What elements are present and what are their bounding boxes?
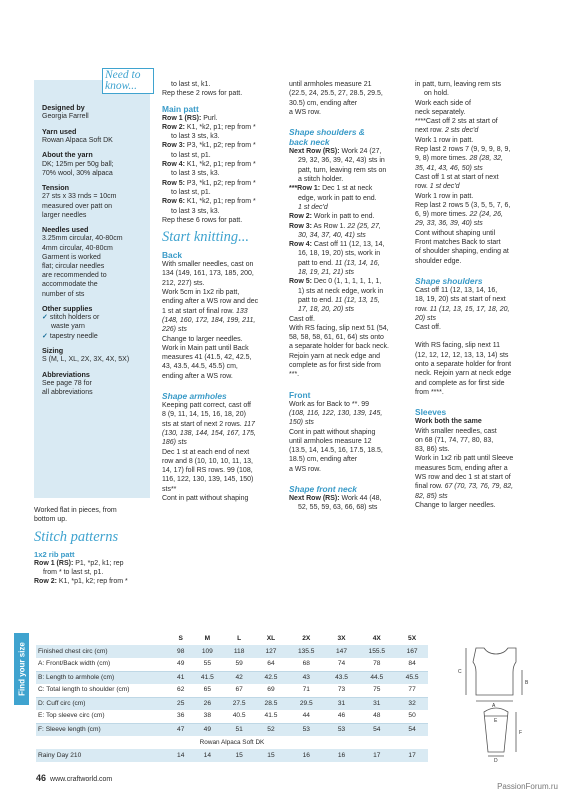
measurement-label: D: Cuff circ (cm) (36, 697, 170, 710)
needles-line: number of sts (42, 290, 85, 298)
measurement-value: 55 (191, 658, 223, 671)
measurement-value: 32 (396, 697, 428, 710)
text-line: Dec 1 st at each end of next (162, 448, 250, 456)
text-line: 150) sts (289, 419, 314, 427)
measurement-value: 98 (170, 645, 191, 658)
text-line: 29, 32, 36, 39, 42, 43) sts in (298, 157, 385, 165)
text-line: Cast off 1 st at start of next (415, 173, 499, 181)
text-line: ***Row 1: Dec 1 st at neck (289, 185, 373, 193)
measurement-value: 71 (287, 684, 326, 697)
measurement-value: 73 (326, 684, 358, 697)
main-row: Row 3: P3, *k1, p2; rep from * (162, 142, 256, 150)
abbreviations-line: See page 78 for (42, 379, 92, 387)
text-line: final row. 67 (70, 73, 76, 79, 82, (415, 483, 514, 491)
measurement-label: B: Length to armhole (cm) (36, 671, 170, 684)
text-line: in patt, turn, leaving rem sts (415, 81, 501, 88)
label-a: A (492, 703, 496, 709)
measurement-value: 118 (223, 645, 255, 658)
page-footer (36, 774, 112, 784)
label-e: E (494, 718, 498, 724)
measurement-value: 51 (223, 723, 255, 736)
yarn-quantity: 14 (191, 749, 223, 762)
text-line: Rep these 6 rows for patt. (162, 216, 243, 224)
text-line: patt to end. 11 (12, 13, 15, (298, 296, 380, 304)
size-header: 2X (302, 634, 311, 642)
measurement-value: 36 (170, 710, 191, 723)
size-header: S (178, 634, 183, 642)
label-f: F (519, 730, 523, 736)
measurement-value: 49 (170, 658, 191, 671)
measurement-value: 52 (255, 723, 287, 736)
measurement-value: 74 (326, 658, 358, 671)
sleeve-outline (484, 708, 508, 752)
front-heading: Front (289, 389, 311, 400)
text-line: 212, 227) sts. (162, 279, 205, 287)
text-line: measures 41 (41.5, 42, 42.5, (162, 354, 252, 362)
text-line: Work in Main patt until Back (162, 344, 249, 352)
measurement-value: 27.5 (223, 697, 255, 710)
text-line: 1 st dec'd (298, 203, 328, 211)
text-line: 30, 34, 37, 40, 41) sts (298, 231, 366, 239)
text-line: to last st, k1. (171, 81, 211, 88)
text-line: (130, 138, 144, 154, 167, 175, (162, 429, 256, 437)
text-line: to last 3 sts, k3. (171, 170, 220, 178)
need-to-know-title: Need to know... (102, 68, 154, 94)
measurement-value: 59 (223, 658, 255, 671)
stitch-patterns-heading: Stitch patterns (34, 528, 119, 545)
text-line: 58, 58, 58, 61, 61, 64) sts onto (289, 334, 384, 342)
measurement-value: 41 (170, 671, 191, 684)
size-row (36, 723, 428, 736)
text-line: complete as for first side from (289, 362, 381, 370)
label-c: C (458, 669, 462, 675)
size-row (36, 658, 428, 671)
text-line: 6, 9) more times. 22 (24, 26, (415, 211, 503, 219)
text-line: Cont without shaping until (415, 229, 496, 237)
column-1 (34, 506, 152, 587)
rib-row-2: Row 2: K1, *p1, k2; rep from * (34, 578, 128, 586)
text-line: from * to last st, p1. (43, 569, 104, 577)
text-line: 35, 41, 43, 46, 50) sts (415, 164, 483, 172)
measurement-value: 67 (223, 684, 255, 697)
yarn-quantity: 17 (357, 749, 396, 762)
text-line: bottom up. (34, 516, 68, 524)
measurement-value: 44.5 (357, 671, 396, 684)
text-line: 52, 55, 59, 63, 66, 68) sts (298, 504, 378, 512)
text-line: (13.5, 14, 14.5, 16, 17.5, 18.5, (289, 447, 383, 455)
supply-item: ✓ stitch holders or (42, 314, 100, 322)
text-line: of shoulder shaping, ending at (415, 248, 509, 256)
needles-heading: Needles used (42, 225, 89, 235)
measurement-value: 147 (326, 645, 358, 658)
text-line: a stitch holder. (298, 176, 344, 184)
yarn-used-heading: Yarn used (42, 126, 77, 136)
measurement-value: 78 (357, 658, 396, 671)
other-supplies-heading: Other supplies (42, 303, 93, 313)
measurement-value: 109 (191, 645, 223, 658)
yarn-label-row (36, 736, 428, 749)
about-yarn-line: DK; 125m per 50g ball; (42, 160, 114, 168)
text-line: 83, 86) sts. (415, 446, 450, 454)
yarn-label: Rowan Alpaca Soft DK (199, 738, 265, 746)
yarn-quantity: 16 (326, 749, 358, 762)
measurement-value: 167 (396, 645, 428, 658)
shape-shoulders-heading: Shape shoulders (415, 275, 483, 286)
text-line: Work 5cm in 1x2 rib patt, (162, 289, 240, 297)
text-line: With smaller needles, cast on (162, 261, 254, 269)
text-line: With RS facing, slip next 51 (54, (289, 324, 389, 332)
text-line: Work as for Back to **. 99 (289, 400, 370, 408)
measurement-value: 25 (170, 697, 191, 710)
text-line: Next Row (RS): Work 44 (48, (289, 494, 382, 502)
text-line: onto a separate holder for front (415, 361, 512, 369)
text-line: (22.5, 24, 25.5, 27, 28.5, 29.5, (289, 90, 383, 98)
tension-line: measured over patt on (42, 202, 113, 210)
measurement-value: 43.5 (326, 671, 358, 684)
garment-schematic (452, 640, 542, 764)
text-line: Rejoin yarn at neck edge and (289, 352, 381, 360)
designed-by: Georgia Farrell (42, 113, 89, 121)
main-row: Row 1 (RS): Purl. (162, 114, 218, 122)
measurement-value: 49 (191, 723, 223, 736)
text-line: (108, 116, 122, 130, 139, 145, (289, 409, 383, 417)
abbreviations-heading: Abbreviations (42, 369, 90, 379)
rib-patt-heading: 1x2 rib patt (34, 549, 75, 559)
text-line: neck. Rejoin yarn at neck edge (415, 370, 512, 378)
tension-line: 27 sts x 33 rnds = 10cm (42, 193, 117, 201)
text-line: 16, 18, 19, 20) sts, work in (298, 250, 381, 258)
text-line: from ****. (415, 388, 444, 396)
text-line: 186) sts (162, 439, 187, 447)
text-line: Row 3: As Row 1. 22 (25, 27, (289, 222, 381, 230)
size-header: 3X (337, 634, 346, 642)
text-line: With RS facing, slip next 11 (415, 342, 501, 350)
supply-item-cont: waste yarn (51, 323, 85, 331)
needles-line: flat; circular needles (42, 263, 105, 271)
text-line: Cast off. (415, 324, 441, 332)
text-line: (148, 160, 172, 184, 199, 211, (162, 316, 256, 324)
text-line: 17, 18, 20, 20) sts (298, 306, 355, 314)
text-line: Change to larger needles. (415, 501, 496, 509)
measurement-value: 54 (396, 723, 428, 736)
text-line: ending after a WS row. (162, 372, 233, 380)
text-line: Row 5: Dec 0 (1, 1, 1, 1, 1, 1, (289, 278, 382, 286)
text-line: to last 3 sts, k3. (171, 133, 220, 141)
text-line: 30.5) cm, ending after (289, 99, 358, 107)
measurement-value: 75 (357, 684, 396, 697)
rib-row-1: Row 1 (RS): P1, *p2, k1; rep (34, 559, 124, 567)
text-line: 43, 43.5, 44.5, 45.5) cm, (162, 363, 238, 371)
text-line: patt, turn, leaving rem sts on (298, 166, 387, 174)
yarn-quantity: 15 (255, 749, 287, 762)
text-line: sts at start of next 2 rows. 117 (162, 420, 255, 428)
measurement-value: 43 (287, 671, 326, 684)
sizing-heading: Sizing (42, 345, 64, 355)
yarn-shade-label: Rainy Day 210 (36, 749, 170, 762)
column-3 (289, 80, 409, 513)
text-line: 1 st at start of final row. 133 (162, 307, 248, 315)
text-line (415, 332, 535, 341)
text-line: 29, 33, 36, 39, 40) sts (415, 220, 483, 228)
main-row: Row 6: K1, *k2, p1; rep from * (162, 198, 256, 206)
size-row (36, 645, 428, 658)
site-url: www.craftworld.com (50, 776, 113, 783)
text-line: 20) sts (415, 314, 437, 322)
measurement-value: 64 (255, 658, 287, 671)
measurement-value: 62 (170, 684, 191, 697)
find-your-size-tab: Find your size (14, 633, 29, 705)
measurement-value: 54 (357, 723, 396, 736)
measurement-value: 47 (170, 723, 191, 736)
measurement-label: Finished chest circ (cm) (36, 645, 170, 658)
about-yarn-line: 70% wool, 30% alpaca (42, 169, 113, 177)
tension-line: larger needles (42, 211, 87, 219)
measurement-value: 26 (191, 697, 223, 710)
yarn-quantity: 15 (223, 749, 255, 762)
text-line: 116, 122, 130, 139, 145, 150) (162, 476, 254, 484)
size-header: 4X (372, 634, 381, 642)
sleeves-heading: Sleeves (415, 407, 447, 418)
text-line: measures 5cm, ending after a (415, 464, 508, 472)
text-line: Rep last 2 rows 5 (3, 5, 5, 7, 6, (415, 201, 511, 209)
text-line: 134 (149, 161, 173, 185, 200, (162, 270, 254, 278)
size-header: 5X (408, 634, 417, 642)
text-line: Work 1 row in patt. (415, 192, 474, 200)
text-line: to last 3 sts, k3. (171, 207, 220, 215)
size-table (36, 632, 428, 762)
measurement-value: 155.5 (357, 645, 396, 658)
text-line: sts** (162, 485, 177, 493)
measurement-value: 50 (396, 710, 428, 723)
measurement-value: 28.5 (255, 697, 287, 710)
measurement-value: 38 (191, 710, 223, 723)
sizing: S (M, L, XL, 2X, 3X, 4X, 5X) (42, 356, 130, 364)
text-line: Cont in patt without shaping (162, 494, 249, 502)
measurement-value: 40.5 (223, 710, 255, 723)
size-header: L (237, 634, 242, 642)
measurement-value: 29.5 (287, 697, 326, 710)
needles-line: 4mm circular, 40-80cm (42, 244, 113, 252)
measurement-value: 84 (396, 658, 428, 671)
text-line: (12, 12, 12, 12, 13, 13, 14) sts (415, 351, 509, 359)
column-4 (415, 80, 535, 510)
text-line: Cast off 11 (12, 13, 14, 16, (415, 286, 498, 294)
measurement-value: 65 (191, 684, 223, 697)
text-line: a WS row. (289, 108, 321, 116)
label-d: D (494, 758, 498, 764)
measurement-value: 46 (326, 710, 358, 723)
measurement-value: 53 (287, 723, 326, 736)
need-to-know-box (34, 80, 150, 498)
text-line: a WS row. (289, 465, 321, 473)
measurement-value: 42 (223, 671, 255, 684)
main-row: Row 5: P3, *k1, p2; rep from * (162, 179, 256, 187)
text-line: 18, 19, 21, 21) sts (298, 269, 355, 277)
text-line: Row 4: Cast off 11 (12, 13, 14, (289, 241, 385, 249)
text-line: ***. (289, 371, 300, 379)
needles-line: accommodate the (42, 281, 98, 289)
text-line: ****Cast off 2 sts at start of (415, 118, 498, 126)
text-line: on 68 (71, 74, 77, 80, 83, (415, 436, 494, 444)
size-row (36, 710, 428, 723)
shape-front-neck-heading: Shape front neck (289, 483, 357, 494)
text-line: to last st, p1. (171, 188, 211, 196)
text-line: Rep these 2 rows for patt. (162, 90, 243, 98)
text-line: row. 1 st dec'd (415, 183, 460, 191)
text-line: 1) sts at neck edge, work in (298, 287, 384, 295)
text-line: Front matches Back to start (415, 239, 501, 247)
measurement-value: 53 (326, 723, 358, 736)
main-patt-heading: Main patt (162, 103, 199, 114)
text-line: edge, work in patt to end. (298, 194, 377, 202)
text-line: With smaller needles, cast (415, 427, 497, 435)
text-line: a separate holder for back neck. (289, 343, 390, 351)
text-line: patt to end. 11 (13, 14, 16, (298, 259, 380, 267)
text-line: Row 2: Work in patt to end. (289, 213, 375, 221)
supply-item: ✓ tapestry needle (42, 332, 98, 340)
measurement-value: 42.5 (255, 671, 287, 684)
start-knitting-heading: Start knitting... (162, 229, 249, 246)
body-outline (473, 648, 516, 695)
measurement-value: 135.5 (287, 645, 326, 658)
text-line: 9, 8) more times. 28 (28, 32, (415, 155, 503, 163)
measurement-value: 48 (357, 710, 396, 723)
text-line: 82, 85) sts (415, 492, 448, 500)
size-row (36, 671, 428, 684)
size-header-row (36, 632, 428, 645)
yarn-quantity: 17 (396, 749, 428, 762)
size-row (36, 697, 428, 710)
measurement-label: E: Top sleeve circ (cm) (36, 710, 170, 723)
designed-by-heading: Designed by (42, 103, 85, 112)
measurement-value: 41.5 (191, 671, 223, 684)
measurement-value: 69 (255, 684, 287, 697)
size-row (36, 684, 428, 697)
measurement-value: 127 (255, 645, 287, 658)
measurement-value: 44 (287, 710, 326, 723)
text-line: row. 11 (12, 13, 15, 17, 18, 20, (415, 305, 510, 313)
text-line: row and 8 (10, 10, 10, 11, 13, (162, 457, 253, 465)
text-line: shoulder edge. (415, 257, 462, 265)
measurement-value: 45.5 (396, 671, 428, 684)
abbreviations-line: all abbreviations (42, 389, 93, 397)
about-yarn-heading: About the yarn (42, 150, 93, 160)
size-header: M (204, 634, 211, 642)
yarn-quantity-row (36, 749, 428, 762)
measurement-value: 68 (287, 658, 326, 671)
needles-line: are recommended to (42, 272, 107, 280)
yarn-quantity: 14 (170, 749, 191, 762)
text-line: Work both the same (415, 418, 482, 426)
column-2 (162, 80, 280, 503)
shape-armholes-heading: Shape armholes (162, 391, 227, 402)
text-line: Work in 1x2 rib patt until Sleeve (415, 455, 514, 463)
text-line: next row. 2 sts dec'd (415, 127, 479, 135)
text-line: 14, 17) foll RS rows. 99 (108, (162, 467, 253, 475)
main-row: Row 4: K1, *k2, p1; rep from * (162, 161, 256, 169)
measurement-value: 31 (326, 697, 358, 710)
tension-heading: Tension (42, 183, 70, 193)
needles-line: 3.25mm circular, 40-80cm (42, 235, 123, 243)
main-row: Row 2: K1, *k2, p1; rep from * (162, 123, 256, 131)
text-line: 8 (9, 11, 14, 15, 16, 18, 20) (162, 411, 246, 419)
text-line: neck separately. (415, 108, 466, 116)
text-line: Cast off. (289, 315, 315, 323)
text-line: on hold. (424, 90, 449, 98)
measurement-label: F: Sleeve length (cm) (36, 723, 170, 736)
yarn-used: Rowan Alpaca Soft DK (42, 137, 113, 145)
text-line: until armholes measure 21 (289, 81, 372, 88)
text-line: Next Row (RS): Work 24 (27, (289, 148, 382, 156)
text-line: and complete as for first side (415, 379, 505, 387)
measurement-label: C: Total length to shoulder (cm) (36, 684, 170, 697)
text-line: Change to larger needles. (162, 335, 243, 343)
label-b: B (525, 680, 529, 686)
text-line: WS row and dec 1 st at start of (415, 473, 511, 481)
page-number: 46 (36, 773, 47, 783)
text-line: Keeping patt correct, cast off (162, 402, 251, 410)
text-line: to last st, p1. (171, 151, 211, 159)
text-line: ending after a WS row and dec (162, 298, 259, 306)
text-line: Work 1 row in patt. (415, 136, 474, 144)
shape-shoulders-back-neck-heading: Shape shoulders & back neck (289, 127, 365, 148)
yarn-quantity: 16 (287, 749, 326, 762)
back-heading: Back (162, 250, 183, 261)
needles-line: Garment is worked (42, 253, 101, 261)
text-line: Worked flat in pieces, from (34, 507, 117, 514)
size-header: XL (266, 634, 276, 642)
check-icon: ✓ (42, 332, 48, 340)
text-line: Work each side of (415, 99, 471, 107)
measurement-label: A: Front/Back width (cm) (36, 658, 170, 671)
measurement-value: 77 (396, 684, 428, 697)
check-icon: ✓ (42, 314, 48, 322)
watermark: PassionForum.ru (497, 782, 558, 791)
text-line: until armholes measure 12 (289, 437, 372, 445)
text-line: 18, 19, 20) sts at start of next (415, 296, 506, 304)
text-line: Cont in patt without shaping (289, 428, 376, 436)
text-line: 226) sts (162, 326, 187, 334)
measurement-value: 41.5 (255, 710, 287, 723)
text-line: Rep last 2 rows 7 (9, 9, 9, 8, 9, (415, 146, 511, 154)
measurement-value: 31 (357, 697, 396, 710)
text-line: 18.5) cm, ending after (289, 456, 358, 464)
